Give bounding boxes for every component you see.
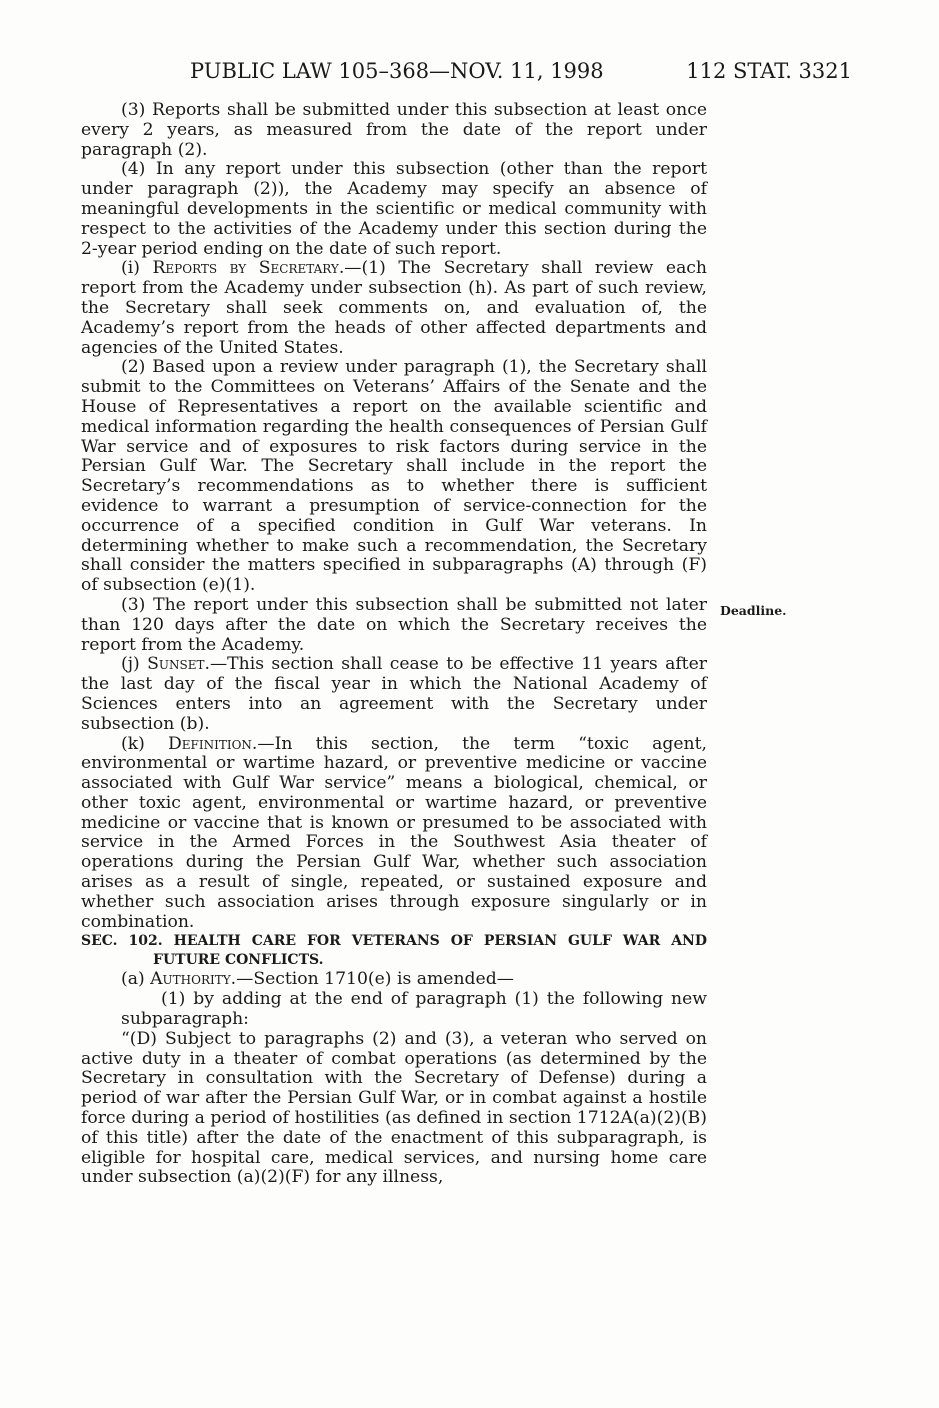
law-citation: PUBLIC LAW 105–368—NOV. 11, 1998 [190,59,604,83]
paragraph-reports-by-secretary [81,259,707,358]
subsection-label: (a) [121,969,151,990]
paragraph-authority [81,970,707,990]
subsection-label: (i) [121,258,153,279]
subsection-heading: Definition [167,733,252,754]
paragraph-definition [81,735,707,933]
subsection-text: .—In this section, the term “toxic agent, environmental or wartime hazard, or preventive medicine or vaccine associated with Gulf War service” means a biological, chemical, or other toxic agent, environmental or wartime hazard, or preventive medicine or vaccine that is known or presumed to be associated with service in the Armed Forces in the Southwest Asia theater of operations during the Persian Gulf War, whether such association arises as a result of single, repeated, or sustained exposure and whether such association arises through exposure singularly or in combination. [81,733,707,932]
subsection-heading: Sunset [147,654,205,675]
paragraph-absence-of-developments: (4) In any report under this subsection (other than the report under paragraph (2)), the Academy may specify an absence of meaningful developments in the scientific or medical community with respect to the activities of the Academy under this section during the 2-year period ending on the date of such report. [81,159,707,259]
paragraph-secretary-report: (2) Based upon a review under paragraph (1), the Secretary shall submit to the Committees on Veterans’ Affairs of the Senate and the House of Representatives a report on the available scientific and medical information regarding the health consequences of Persian Gulf War service and of exposures to risk factors during service in the Persian Gulf War. The Secretary shall include in the report the Secretary’s recommendations as to whether there is sufficient evidence to warrant a presumption of service-connection for the occurrence of a specified condition in Gulf War veterans. In determining whether to make such a recommendation, the Secretary shall consider the matters specified in subparagraphs (A) through (F) of subsection (e)(1). [81,357,707,596]
paragraph-sunset [81,655,707,734]
subsection-label: (j) [121,654,148,675]
subsection-text: .—(1) The Secretary shall review each report from the Academy under subsection (h). As part of such review, the Secretary shall seek comments on, and evaluation of, the Academy’s report from the heads of other affected departments and agencies of the United States. [81,258,708,358]
running-head [190,56,852,86]
paragraph-reports-frequency: (3) Reports shall be submitted under this subsection at least once every 2 years, as measured from the date of the report under paragraph (2). [81,100,707,160]
margin-note-deadline: Deadline. [720,603,787,618]
subsection-label: (k) [121,733,168,754]
paragraph-subparagraph-d: “(D) Subject to paragraphs (2) and (3), a veteran who served on active duty in a theater of combat operations (as determined by the Secretary in consultation with the Secretary of Defense) during a period of war after the Persian Gulf War, or in combat against a hostile force during a period of hostilities (as defined in section 1712A(a)(2)(B) of this title) after the date of the enactment of this subparagraph, is eligible for hospital care, medical services, and nursing home care under subsection (a)(2)(F) for any illness, [81,1028,707,1188]
paragraph-report-deadline: (3) The report under this subsection shall be submitted not later than 120 days after the date on which the Secretary receives the report from the Academy. [81,594,707,655]
subsection-heading: Reports by Secretary [152,258,339,279]
subsection-text: .—This section shall cease to be effective 11 years after the last day of the fiscal year in which the National Academy of Sciences enters into an agreement with the Secretary under subsection (b). [81,654,707,734]
stat-citation: 112 STAT. 3321 [686,59,852,83]
section-heading: SEC. 102. HEALTH CARE FOR VETERANS OF PERSIAN GULF WAR AND FUTURE CONFLICTS. [81,933,707,969]
paragraph-new-subparagraph: (1) by adding at the end of paragraph (1) the following new subparagraph: [121,989,707,1030]
subsection-text: .—Section 1710(e) is amended— [230,969,514,990]
subsection-heading: Authority [150,969,231,990]
body-text [81,101,707,1188]
